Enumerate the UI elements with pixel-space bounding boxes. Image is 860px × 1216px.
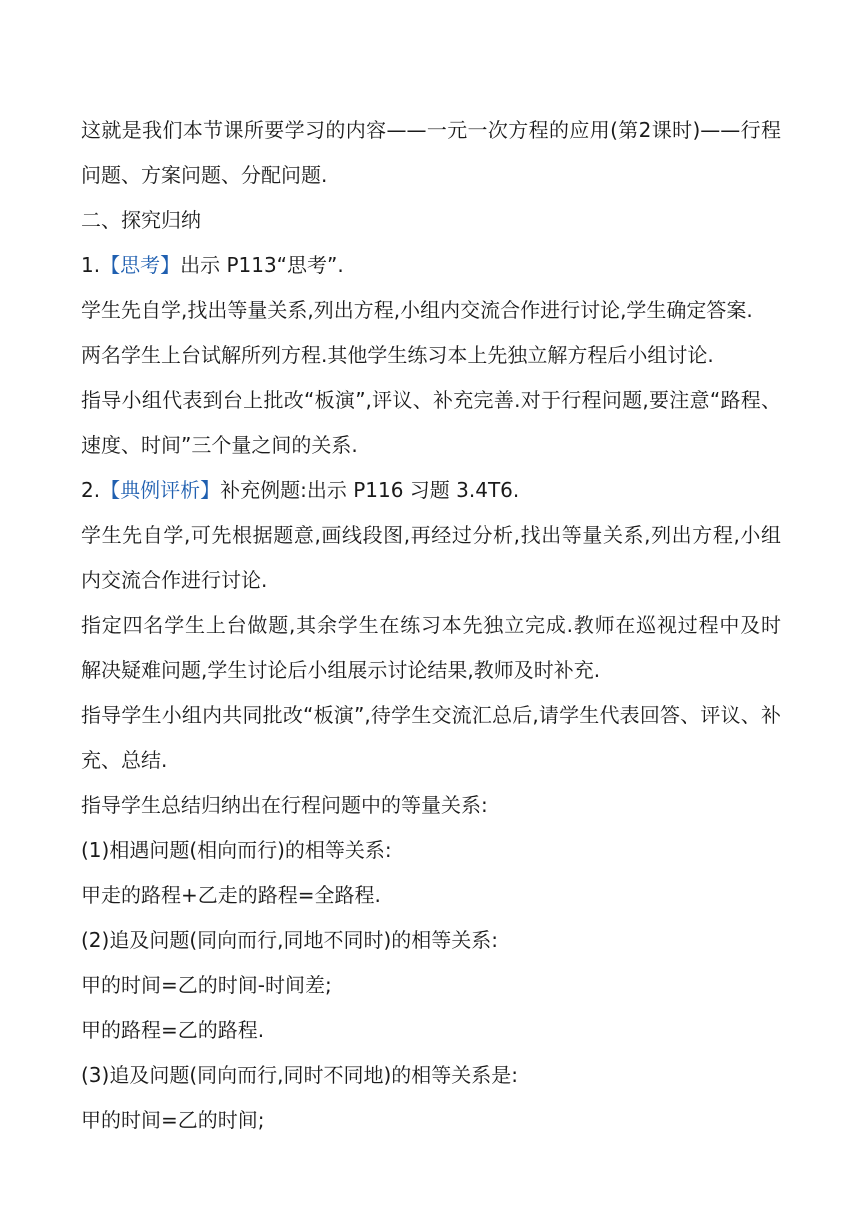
paragraph-line: 速度、时间”三个量之间的关系. xyxy=(81,433,358,457)
item-heading-1 xyxy=(81,243,781,288)
paragraph-line: 问题、方案问题、分配问题. xyxy=(81,163,328,187)
paragraph-line: 指导学生总结归纳出在行程问题中的等量关系: xyxy=(81,793,488,817)
paragraph-line: 指定四名学生上台做题,其余学生在练习本先独立完成.教师在巡视过程中及时 xyxy=(81,613,781,637)
relation-heading: (2)追及问题(同向而行,同地不同时)的相等关系: xyxy=(81,928,499,952)
paragraph-line: 指导小组代表到台上批改“板演”,评议、补充完善.对于行程问题,要注意“路程、 xyxy=(81,388,781,412)
paragraph-line: 这就是我们本节课所要学习的内容——一元一次方程的应用(第2课时)——行程 xyxy=(81,118,781,142)
relation-formula: 甲的时间=乙的时间; xyxy=(81,1108,265,1132)
paragraph-line: 充、总结. xyxy=(81,748,168,772)
example-tag: 【典例评析】 xyxy=(100,478,221,502)
item-number: 1. xyxy=(81,253,101,277)
paragraph-line: 两名学生上台试解所列方程.其他学生练习本上先独立解方程后小组讨论. xyxy=(81,343,714,367)
paragraph-line: 解决疑难问题,学生讨论后小组展示讨论结果,教师及时补充. xyxy=(81,658,601,682)
section-heading: 二、探究归纳 xyxy=(81,208,201,232)
relation-heading: (3)追及问题(同向而行,同时不同地)的相等关系是: xyxy=(81,1063,519,1087)
relation-formula: 甲走的路程+乙走的路程=全路程. xyxy=(81,883,381,907)
paragraph-line: 指导学生小组内共同批改“板演”,待学生交流汇总后,请学生代表回答、评议、补 xyxy=(81,703,781,727)
item-text: 出示 P113“思考”. xyxy=(180,253,344,277)
paragraph-line: 内交流合作进行讨论. xyxy=(81,568,268,592)
think-tag: 【思考】 xyxy=(100,253,181,277)
relation-heading: (1)相遇问题(相向而行)的相等关系: xyxy=(81,838,392,862)
paragraph-line: 学生先自学,可先根据题意,画线段图,再经过分析,找出等量关系,列出方程,小组 xyxy=(81,523,781,547)
paragraph-line: 学生先自学,找出等量关系,列出方程,小组内交流合作进行讨论,学生确定答案. xyxy=(81,298,753,322)
document-body xyxy=(81,108,781,1143)
item-number: 2. xyxy=(81,478,101,502)
relation-formula: 甲的时间=乙的时间-时间差; xyxy=(81,973,332,997)
item-text: 补充例题:出示 P116 习题 3.4T6. xyxy=(220,478,520,502)
relation-formula: 甲的路程=乙的路程. xyxy=(81,1018,265,1042)
item-heading-2 xyxy=(81,468,781,513)
